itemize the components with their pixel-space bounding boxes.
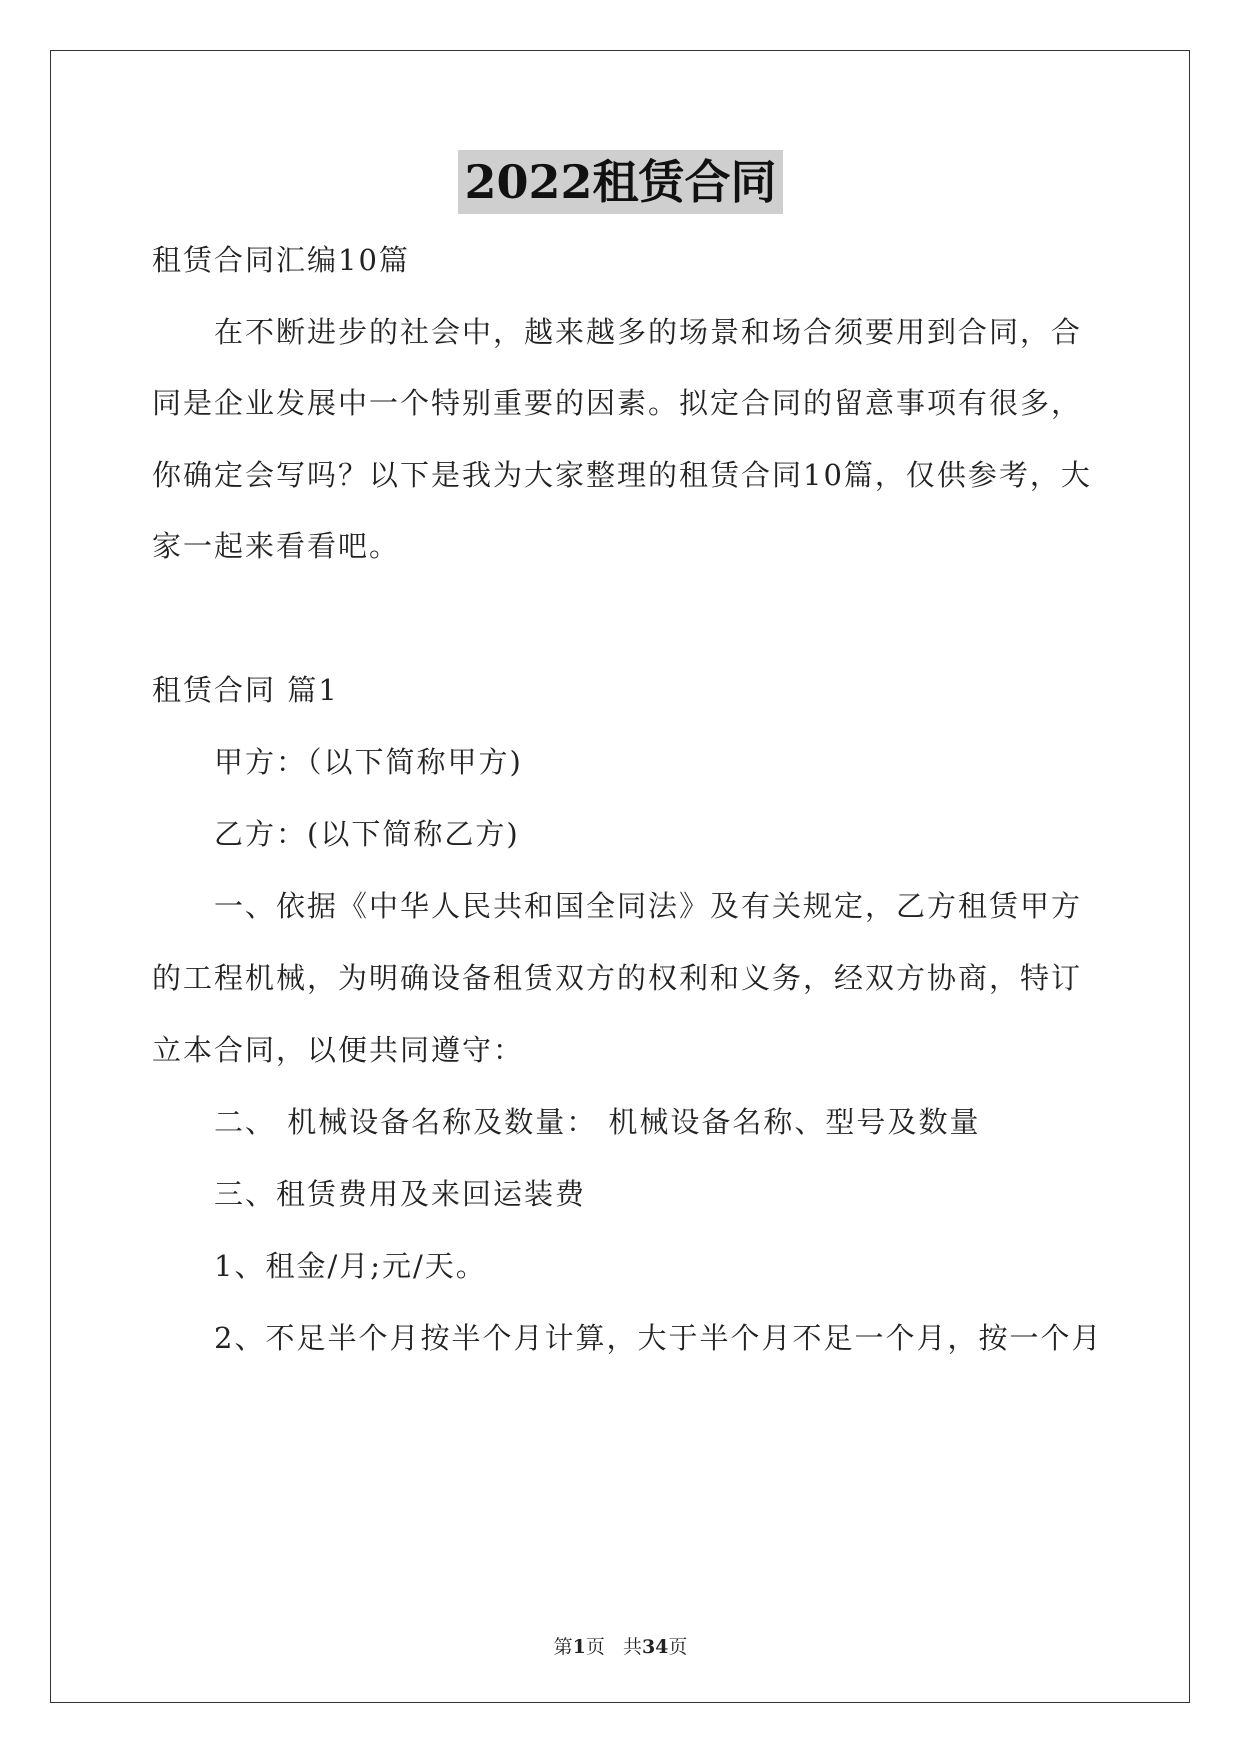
clause-3-line: 三、租赁费用及来回运装费 xyxy=(214,1177,587,1211)
footer-mid: 页 共 xyxy=(585,1636,642,1658)
clause-1-line-3: 立本合同，以便共同遵守： xyxy=(152,1033,525,1067)
intro-line-3: 你确定会写吗？以下是我为大家整理的租赁合同10篇，仅供参考，大 xyxy=(152,458,1092,492)
title-container xyxy=(0,150,1241,214)
footer-page-number: 1 xyxy=(572,1636,586,1658)
document-subtitle: 租赁合同汇编10篇 xyxy=(152,243,410,277)
footer-suffix: 页 xyxy=(668,1636,688,1658)
page-footer xyxy=(0,1632,1241,1659)
clause-1-line-1: 一、依据《中华人民共和国全同法》及有关规定，乙方租赁甲方 xyxy=(214,889,1083,923)
item-1-line: 1、租金/月;元/天。 xyxy=(214,1249,487,1283)
document-title: 2022租赁合同 xyxy=(458,150,782,214)
party-a-line: 甲方：（以下简称甲方) xyxy=(214,745,523,779)
clause-2-line: 二、 机械设备名称及数量： 机械设备名称、型号及数量 xyxy=(214,1105,981,1139)
intro-line-1: 在不断进步的社会中，越来越多的场景和场合须要用到合同，合 xyxy=(214,315,1083,349)
page-frame xyxy=(50,50,1190,1703)
footer-total-pages: 34 xyxy=(641,1636,669,1658)
item-2-line: 2、不足半个月按半个月计算，大于半个月不足一个月，按一个月 xyxy=(214,1321,1103,1355)
footer-prefix: 第 xyxy=(553,1636,573,1658)
intro-line-4: 家一起来看看吧。 xyxy=(152,529,401,563)
clause-1-line-2: 的工程机械，为明确设备租赁双方的权利和义务，经双方协商，特订 xyxy=(152,961,1083,995)
section-heading: 租赁合同 篇1 xyxy=(152,673,339,707)
intro-line-2: 同是企业发展中一个特别重要的因素。拟定合同的留意事项有很多， xyxy=(152,386,1083,420)
party-b-line: 乙方：(以下简称乙方) xyxy=(214,817,520,851)
